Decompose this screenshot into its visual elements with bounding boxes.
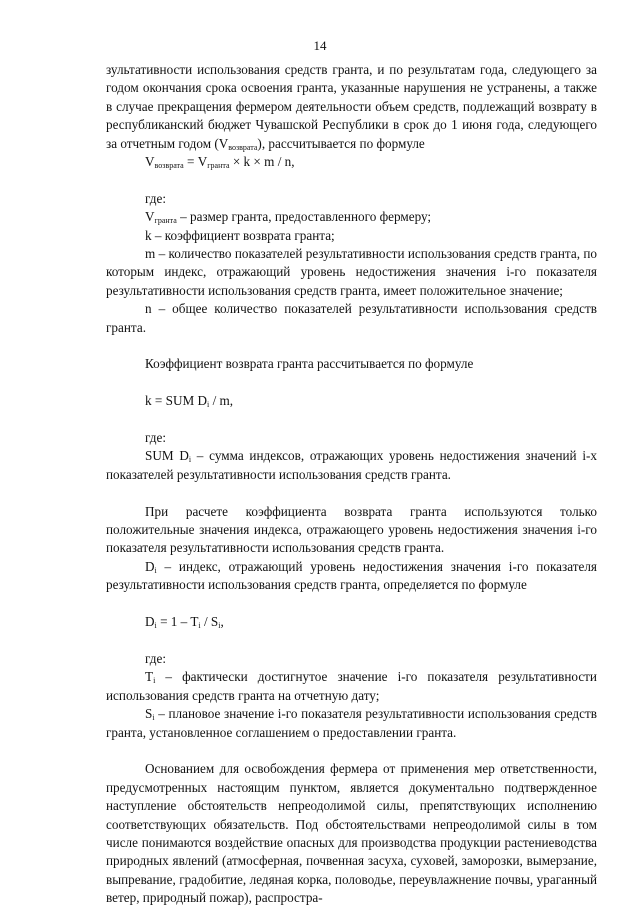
definition-m: m – количество показателей результативности использования средств гранта, по которым индекс, отражающий уровень недостижения значения i-го показателя результативности использования средств гранта, имеет положительное значение; xyxy=(106,246,597,298)
paragraph-positive-values: При расчете коэффициента возврата гранта используются только положительные значения индекса, отражающего уровень недостижения значения i-го показателя результативности использования средств гранта. xyxy=(106,503,597,556)
where-label: где: xyxy=(145,430,166,446)
paragraph-force-majeure: Основанием для освобождения фермера от применения мер ответственности, предусмотренных настоящим пунктом, является документально подтвержденное наступление обстоятельств непреодолимой силы, препятствующих исполнению соответствующих обязательств. Под обстоятельствами непреодолимой силы в том числе понимаются воздействие опасных для производства продукции растениеводства природных явлений (атмосферная, почвенная засуха, суховей, заморозки, вымерзание, выпревание, градобитие, ледяная корка, половодье, переувлажнение почвы, ураганный ветер, природный пожар), распростра- xyxy=(106,761,597,906)
page-number: 14 xyxy=(313,38,327,53)
definition-k: k – коэффициент возврата гранта; xyxy=(145,227,335,243)
definition-sum-d: SUM $D_i$ – сумма индексов, отражающих уровень недостижения значений i-х показателей результативности использования средств гранта. xyxy=(106,448,597,482)
definition-s: $S_i$ – плановое значение i-го показателя результативности использования средств гранта, установленное соглашением о предоставлении гранта. xyxy=(106,706,597,740)
where-label: где: xyxy=(145,190,166,206)
definition-d: $D_i$ – индекс, отражающий уровень недостижения значения i-го показателя результативности использования средств гранта, определяется по формуле xyxy=(106,558,597,593)
formula-return-volume: $V_{возврата} = V_{гранта} \times k \times m / n$, xyxy=(145,154,295,171)
where-label: где: xyxy=(145,650,166,666)
formula-coefficient: k = SUM $D_i$ / m, xyxy=(145,393,234,410)
definition-v-grant: $V_{гранта}$ – размер гранта, предоставленного фермеру; xyxy=(145,209,432,226)
document-body xyxy=(106,61,597,908)
definition-t: $T_i$ – фактически достигнутое значение i-го показателя результативности использования средств гранта на отчетную дату; xyxy=(106,669,597,703)
paragraph-return-conditions: зультативности использования средств гранта, и по результатам года, следующего за годом окончания срока освоения гранта, указанные нарушения не устранены, а также в случае прекращения фермером деятельности объем средств, подлежащий возврату в республиканский бюджет Чувашской Республики в срок до 1 июня года, следующего за отчетным годом $(V_{возврата})$, рассчитывается по формуле xyxy=(106,62,597,152)
coefficient-intro: Коэффициент возврата гранта рассчитывается по формуле xyxy=(145,356,474,372)
formula-index: $D_i = 1 - T_i / S_i$, xyxy=(145,614,224,631)
definition-n: n – общее количество показателей результативности использования средств гранта. xyxy=(106,301,597,335)
